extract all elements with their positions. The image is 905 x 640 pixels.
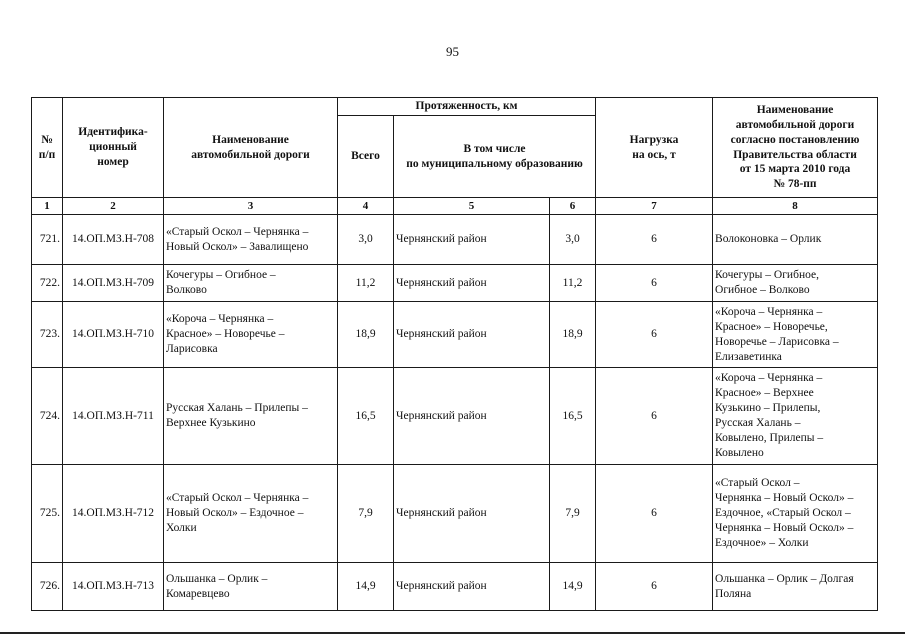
header-load: Нагрузка на ось, т xyxy=(596,98,713,198)
table-row xyxy=(32,302,878,368)
district-name: Чернянский район xyxy=(394,302,550,368)
road-name: «Старый Оскол – Чернянка – Новый Оскол» – Ездочное – Холки xyxy=(164,465,338,563)
road-id: 14.ОП.МЗ.Н-708 xyxy=(63,215,164,265)
header-prev-name: Наименование автомобильной дороги согласно постановлению Правительства области от 15 марта 2010 года № 78-пп xyxy=(713,98,878,198)
axle-load: 6 xyxy=(596,368,713,465)
column-number: 1 xyxy=(32,198,63,215)
header-id: Идентифика- ционный номер xyxy=(63,98,164,198)
length-total: 18,9 xyxy=(338,302,394,368)
road-name: Кочегуры – Огибное – Волково xyxy=(164,265,338,302)
road-id: 14.ОП.МЗ.Н-711 xyxy=(63,368,164,465)
district-name: Чернянский район xyxy=(394,368,550,465)
road-name: Русская Халань – Прилепы – Верхнее Кузькино xyxy=(164,368,338,465)
table-row xyxy=(32,215,878,265)
district-length: 14,9 xyxy=(550,563,596,611)
table-row xyxy=(32,563,878,611)
column-numbers-row xyxy=(32,198,878,215)
row-number: 721. xyxy=(32,215,63,265)
district-name: Чернянский район xyxy=(394,563,550,611)
axle-load: 6 xyxy=(596,302,713,368)
header-including: В том числе по муниципальному образованию xyxy=(394,116,596,198)
column-number: 2 xyxy=(63,198,164,215)
district-name: Чернянский район xyxy=(394,465,550,563)
table-header xyxy=(32,98,878,215)
header-total: Всего xyxy=(338,116,394,198)
column-number: 8 xyxy=(713,198,878,215)
previous-name: «Короча – Чернянка – Красное» – Новоречье, Новоречье – Ларисовка – Елизаветинка xyxy=(713,302,878,368)
row-number: 726. xyxy=(32,563,63,611)
axle-load: 6 xyxy=(596,465,713,563)
length-total: 7,9 xyxy=(338,465,394,563)
column-number: 5 xyxy=(394,198,550,215)
axle-load: 6 xyxy=(596,265,713,302)
road-name: «Старый Оскол – Чернянка – Новый Оскол» – Завалищено xyxy=(164,215,338,265)
previous-name: «Старый Оскол – Чернянка – Новый Оскол» – Ездочное, «Старый Оскол – Чернянка – Новый Оскол» – Ездочное» – Холки xyxy=(713,465,878,563)
road-id: 14.ОП.МЗ.Н-709 xyxy=(63,265,164,302)
district-name: Чернянский район xyxy=(394,265,550,302)
column-number: 3 xyxy=(164,198,338,215)
district-length: 7,9 xyxy=(550,465,596,563)
row-number: 722. xyxy=(32,265,63,302)
length-total: 11,2 xyxy=(338,265,394,302)
table-body xyxy=(32,215,878,611)
district-length: 16,5 xyxy=(550,368,596,465)
table-row xyxy=(32,465,878,563)
district-length: 3,0 xyxy=(550,215,596,265)
road-name: «Короча – Чернянка – Красное» – Новоречье – Ларисовка xyxy=(164,302,338,368)
district-length: 18,9 xyxy=(550,302,596,368)
column-number: 6 xyxy=(550,198,596,215)
header-idx: № п/п xyxy=(32,98,63,198)
table-row xyxy=(32,368,878,465)
road-name: Ольшанка – Орлик – Комаревцево xyxy=(164,563,338,611)
axle-load: 6 xyxy=(596,215,713,265)
table-row xyxy=(32,265,878,302)
page-number: 95 xyxy=(446,44,459,59)
bottom-rule xyxy=(0,632,905,634)
length-total: 16,5 xyxy=(338,368,394,465)
roads-table xyxy=(31,97,878,611)
column-number: 4 xyxy=(338,198,394,215)
header-name: Наименование автомобильной дороги xyxy=(164,98,338,198)
row-number: 725. xyxy=(32,465,63,563)
district-length: 11,2 xyxy=(550,265,596,302)
previous-name: «Короча – Чернянка – Красное» – Верхнее Кузькино – Прилепы, Русская Халань – Ковылено, Прилепы – Ковылено xyxy=(713,368,878,465)
previous-name: Ольшанка – Орлик – Долгая Поляна xyxy=(713,563,878,611)
length-total: 14,9 xyxy=(338,563,394,611)
header-length-group: Протяженность, км xyxy=(338,98,596,116)
axle-load: 6 xyxy=(596,563,713,611)
column-number: 7 xyxy=(596,198,713,215)
row-number: 723. xyxy=(32,302,63,368)
row-number: 724. xyxy=(32,368,63,465)
district-name: Чернянский район xyxy=(394,215,550,265)
road-id: 14.ОП.МЗ.Н-710 xyxy=(63,302,164,368)
previous-name: Волоконовка – Орлик xyxy=(713,215,878,265)
road-id: 14.ОП.МЗ.Н-712 xyxy=(63,465,164,563)
road-id: 14.ОП.МЗ.Н-713 xyxy=(63,563,164,611)
previous-name: Кочегуры – Огибное, Огибное – Волково xyxy=(713,265,878,302)
length-total: 3,0 xyxy=(338,215,394,265)
